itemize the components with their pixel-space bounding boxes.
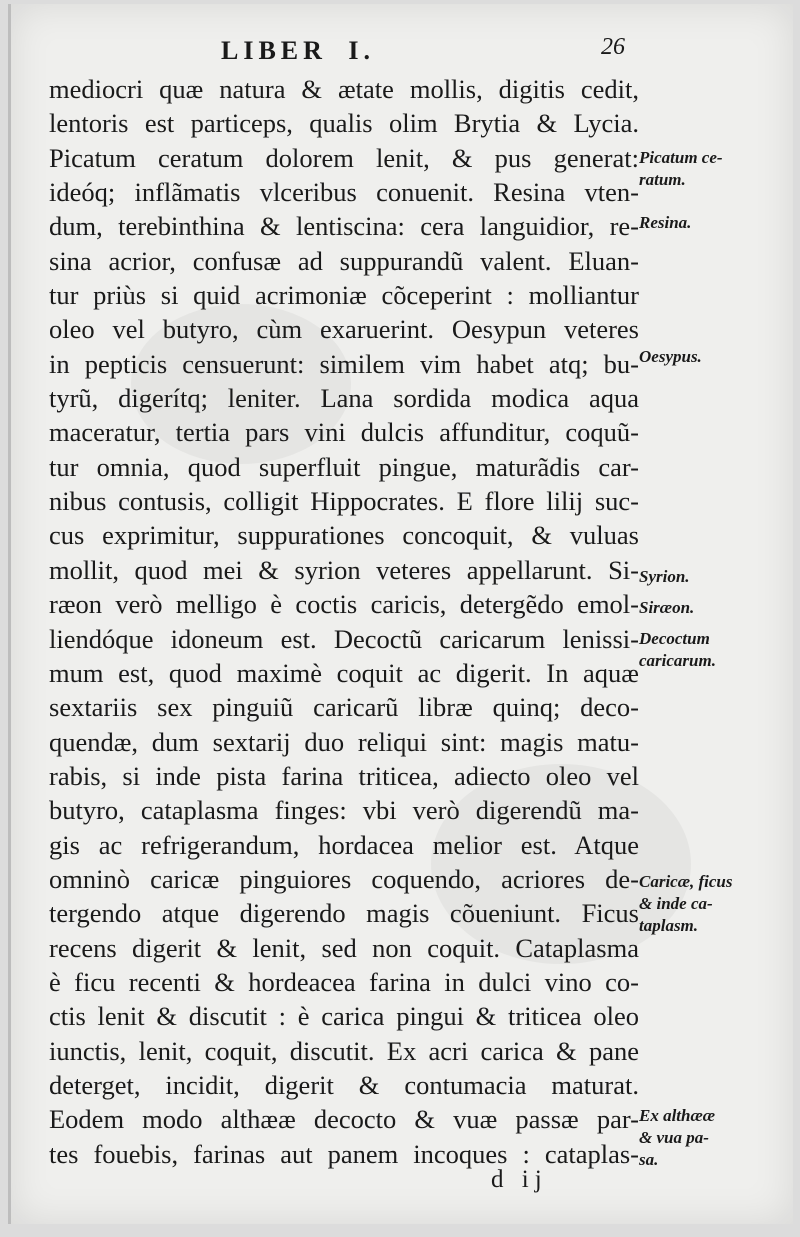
margin-note	[639, 628, 716, 672]
text-line: nibus contusis, colligit Hippocrates. E flore lilij suc-	[49, 486, 639, 517]
page-number: 26	[601, 34, 625, 60]
body-text	[49, 72, 639, 1171]
margin-note-line: sa.	[639, 1150, 659, 1170]
margin-note-line: caricarum.	[639, 650, 716, 670]
text-line: è ficu recenti & hordeacea farina in dulci vino co-	[49, 966, 639, 997]
text-line: mediocri quæ natura & ætate mollis, digitis cedit,	[49, 74, 639, 104]
text-line: lentoris est particeps, qualis olim Brytia & Lycia.	[49, 108, 639, 139]
running-title: LIBER	[221, 36, 327, 65]
text-line: Picatum ceratum dolorem lenit, & pus generat:	[49, 142, 639, 173]
margin-note-line: ratum.	[639, 169, 686, 189]
text-line: iunctis, lenit, coquit, discutit. Ex acri carica & pane	[49, 1035, 639, 1066]
text-line: tes fouebis, farinas aut panem incoques : cataplas-	[49, 1138, 639, 1169]
text-line: mum est, quod maximè coquit ac digerit. In aquæ	[49, 657, 639, 688]
margin-note	[639, 597, 694, 619]
running-head	[221, 36, 375, 66]
text-line: oleo vel butyro, cùm exaruerint. Oesypun veteres	[49, 314, 639, 345]
margin-note	[639, 212, 691, 234]
text-line: deterget, incidit, digerit & contumacia maturat.	[49, 1069, 639, 1100]
margin-note-line: Ex althææ	[639, 1106, 716, 1126]
text-line: liendóque idoneum est. Decoctũ caricarum lenissi-	[49, 623, 639, 654]
text-line: cus exprimitur, suppurationes concoquit, & vuluas	[49, 520, 639, 551]
margin-note-line: & vua pa-	[639, 1128, 709, 1148]
text-line: tyrũ, digerítq; leniter. Lana sordida modica aqua	[49, 383, 639, 414]
text-line: rabis, si inde pista farina triticea, adiecto oleo vel	[49, 760, 639, 791]
text-line: maceratur, tertia pars vini dulcis affunditur, coquũ-	[49, 417, 639, 448]
text-line: gis ac refrigerandum, hordacea melior est. Atque	[49, 829, 639, 860]
text-line: ctis lenit & discutit : è carica pingui & triticea oleo	[49, 1001, 639, 1032]
text-line: tur omnia, quod superfluit pingue, maturãdis car-	[49, 451, 639, 482]
margin-note	[639, 346, 702, 368]
margin-note	[639, 871, 733, 937]
margin-note-line: Caricæ, ficus	[639, 872, 733, 892]
margin-note	[639, 1105, 715, 1171]
margin-note	[639, 566, 690, 588]
text-line: ræon verò melligo è coctis caricis, detergẽdo emol-	[49, 589, 639, 620]
margin-note-line: Siræon.	[639, 597, 695, 617]
margin-note-line: Syrion.	[639, 566, 690, 586]
text-line: omninò caricæ pinguiores coquendo, acriores de-	[49, 863, 639, 894]
text-line: recens digerit & lenit, sed non coquit. Cataplasma	[49, 932, 639, 963]
text-line: Eodem modo althææ decocto & vuæ passæ par-	[49, 1104, 639, 1135]
signature-mark: d ij	[491, 1166, 548, 1193]
text-line: sina acrior, confusæ ad suppurandũ valent. Eluan-	[49, 245, 639, 276]
margin-note-line: Resina.	[639, 212, 692, 232]
margin-note-line: Oesypus.	[639, 346, 702, 366]
text-line: butyro, cataplasma finges: vbi verò digerendũ ma-	[49, 795, 639, 826]
text-line: mollit, quod mei & syrion veteres appellarunt. Si-	[49, 554, 639, 585]
text-line: dum, terebinthina & lentiscina: cera languidior, re-	[49, 211, 639, 242]
text-line: sextariis sex pinguiũ caricarũ libræ quinq; deco-	[49, 692, 639, 723]
text-line: in pepticis censuerunt: similem vim habet atq; bu-	[49, 348, 639, 379]
text-line: tergendo atque digerendo magis cõueniunt. Ficus	[49, 898, 639, 929]
margin-note-line: & inde ca-	[639, 894, 713, 914]
book-number: I.	[348, 36, 376, 65]
text-line: quendæ, dum sextarij duo reliqui sint: magis matu-	[49, 726, 639, 757]
margin-note-line: Decoctum	[639, 628, 710, 648]
margin-note-line: Picatum ce-	[639, 147, 723, 167]
margin-note-line: taplasm.	[639, 916, 699, 936]
margin-note	[639, 147, 723, 191]
text-line: ideóq; inflãmatis vlceribus conuenit. Resina vten-	[49, 177, 639, 208]
book-page	[8, 4, 793, 1224]
text-line: tur priùs si quid acrimoniæ cõceperint : molliantur	[49, 280, 639, 311]
